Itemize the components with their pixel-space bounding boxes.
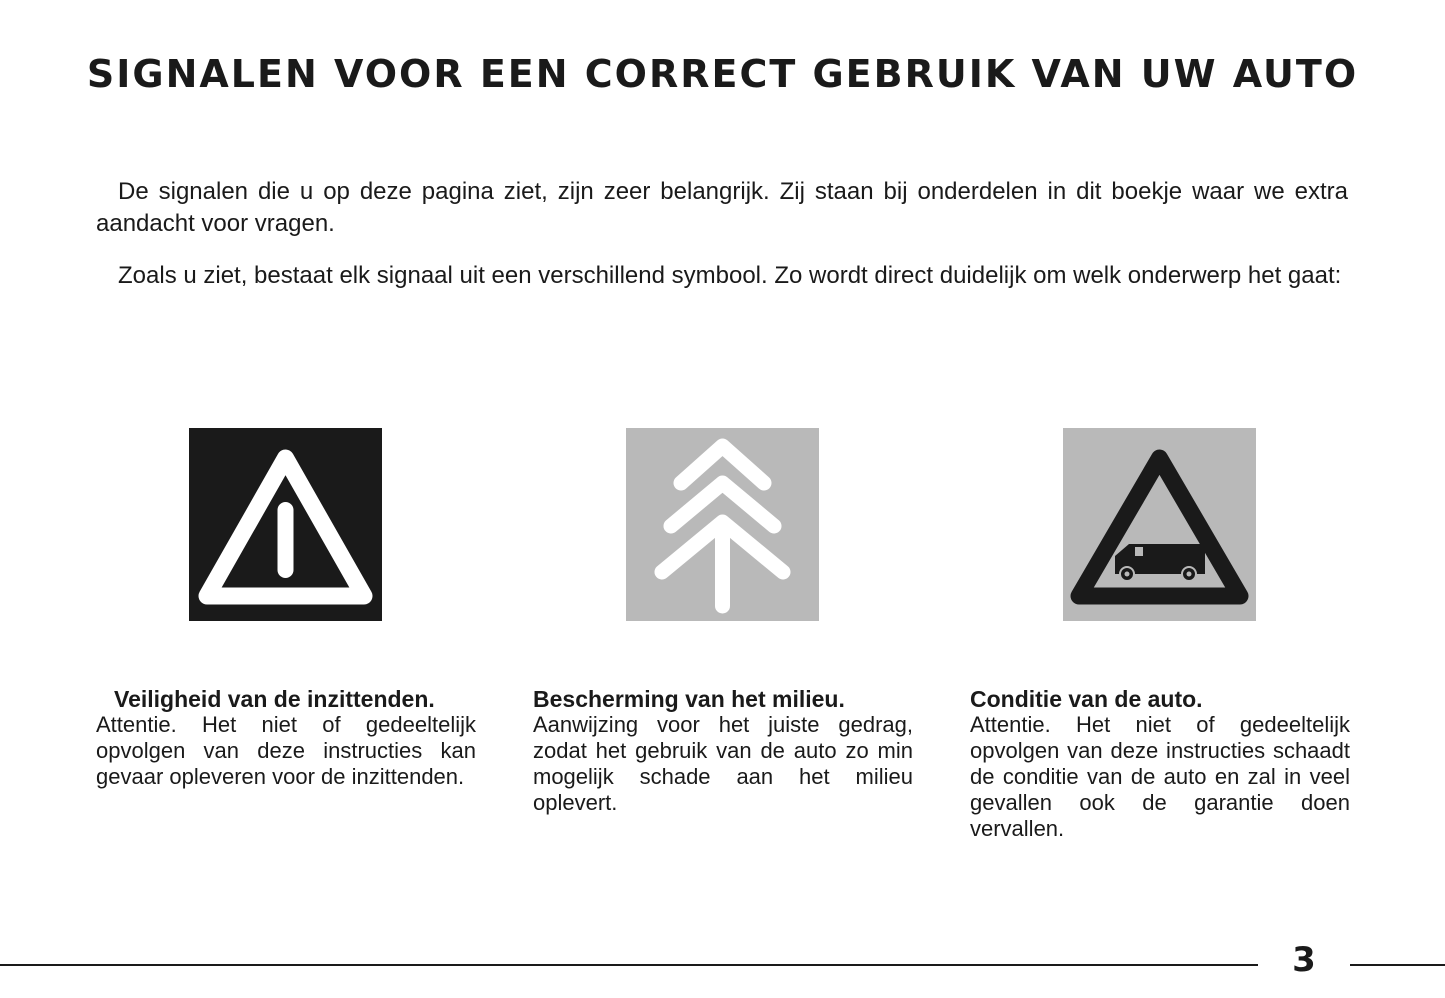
footer-rule-right (1350, 964, 1445, 966)
caption-text: Aanwijzing voor het juiste gedrag, zodat het gebruik van de auto zo min mogelijk schade aan het milieu oplevert. (533, 712, 913, 815)
footer-rule-left (0, 964, 1258, 966)
symbol-caption-vehicle (970, 686, 1350, 842)
symbol-caption-safety (96, 686, 476, 790)
symbol-caption-environment (533, 686, 913, 816)
intro-paragraph-2: Zoals u ziet, bestaat elk signaal uit een verschillend symbool. Zo wordt direct duidelijk om welk onderwerp het gaat: (118, 262, 1342, 289)
tree-arrow-icon (626, 428, 819, 621)
intro-paragraph-1: De signalen die u op deze pagina ziet, zijn zeer belangrijk. Zij staan bij onderdelen in dit boekje waar we extra aandacht voor vragen. (96, 178, 1348, 237)
caption-text: Attentie. Het niet of gedeeltelijk opvolgen van deze instructies schaadt de conditie van de auto en zal in veel gevallen ook de garantie doen vervallen. (970, 712, 1350, 841)
caption-heading: Veiligheid van de inzittenden. (114, 686, 435, 712)
caption-text: Attentie. Het niet of gedeeltelijk opvolgen van deze instructies kan gevaar opleveren voor de inzittenden. (96, 712, 476, 789)
page-number: 3 (1292, 940, 1316, 980)
warning-triangle-icon (189, 428, 382, 621)
caption-heading: Conditie van de auto. (970, 686, 1203, 712)
van-triangle-icon (1063, 428, 1256, 621)
caption-heading: Bescherming van het milieu. (533, 686, 845, 712)
page-title: SIGNALEN VOOR EEN CORRECT GEBRUIK VAN UW AUTO (86, 52, 1359, 96)
